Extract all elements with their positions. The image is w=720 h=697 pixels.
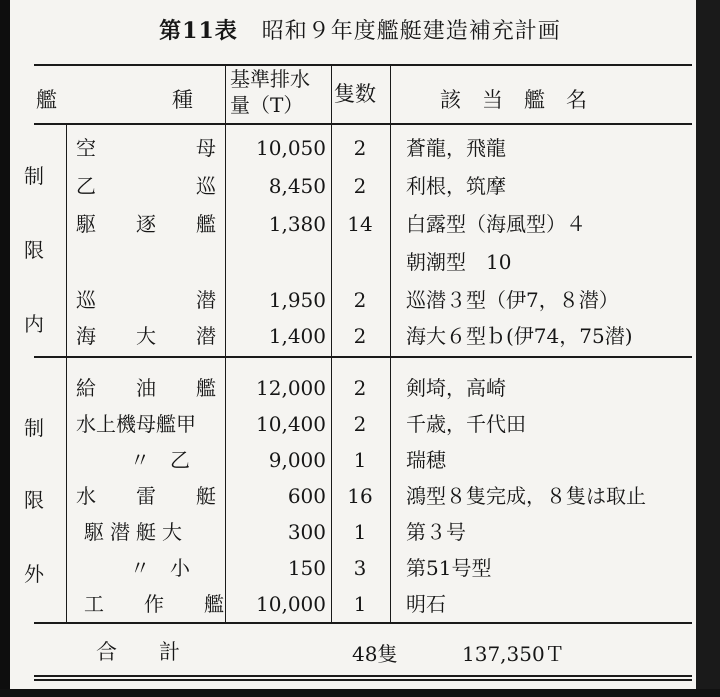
type-char: 工 — [84, 592, 104, 616]
header-ship-names: 該 当 艦 名 — [440, 88, 587, 112]
header-kan: 艦 — [36, 88, 57, 112]
disp-cell: 1,380 — [268, 212, 326, 236]
type-char: 逐 — [136, 212, 156, 236]
disp-cell: 600 — [287, 484, 326, 508]
count-cell: 1 — [353, 448, 367, 472]
disp-cell: 1,400 — [268, 324, 326, 348]
type-char: 大 — [136, 324, 156, 348]
disp-cell: 300 — [287, 520, 326, 544]
type-cell: 〃 乙 — [130, 448, 190, 472]
names-cell: 白露型（海風型）４ — [406, 212, 586, 236]
type-char: 潜 — [196, 324, 216, 348]
type-cell — [76, 484, 216, 508]
disp-cell: 10,400 — [256, 412, 326, 436]
type-char: 雷 — [136, 484, 156, 508]
group-inside-char-2: 限 — [24, 238, 44, 262]
names-cell: 蒼龍，飛龍 — [406, 136, 506, 160]
count-cell: 1 — [353, 592, 367, 616]
type-cell: 駆潜艇大 — [84, 520, 188, 544]
type-char: 潜 — [196, 288, 216, 312]
rule-group-split — [34, 356, 692, 358]
disp-cell: 10,000 — [256, 592, 326, 616]
count-cell: 2 — [353, 376, 367, 400]
type-char: 巡 — [196, 174, 216, 198]
rule-bottom-2 — [34, 679, 692, 681]
names-cell: 瑞穂 — [406, 448, 446, 472]
type-char: 艦 — [204, 592, 224, 616]
type-char: 作 — [144, 592, 164, 616]
col-divider-disp — [331, 64, 332, 622]
type-cell — [76, 324, 216, 348]
type-char: 水 — [76, 484, 96, 508]
col-divider-count — [390, 64, 391, 622]
disp-cell: 9,000 — [268, 448, 326, 472]
count-cell: 2 — [353, 174, 367, 198]
count-cell: 14 — [347, 212, 373, 236]
count-cell: 1 — [353, 520, 367, 544]
type-char: 油 — [136, 376, 156, 400]
scan-edge-right — [696, 0, 720, 697]
group-outside-char-3: 外 — [24, 562, 44, 586]
rule-bottom-1 — [34, 675, 692, 677]
count-cell: 2 — [353, 136, 367, 160]
names-cell: 第51号型 — [406, 556, 492, 580]
type-cell — [76, 212, 216, 236]
header-shu: 種 — [172, 88, 193, 112]
disp-cell: 12,000 — [256, 376, 326, 400]
header-disp-bottom: 量（T） — [230, 93, 304, 117]
names-cell: 利根，筑摩 — [406, 174, 506, 198]
type-cell — [76, 174, 216, 198]
names-cell: 巡潜３型（伊7，８潜） — [406, 288, 619, 312]
header-displacement — [230, 66, 310, 118]
table-title — [0, 14, 720, 45]
disp-cell: 1,950 — [268, 288, 326, 312]
table-title-text: 昭和９年度艦艇建造補充計画 — [261, 19, 561, 44]
scan-edge-bottom — [0, 689, 720, 697]
group-outside-char-1: 制 — [24, 416, 44, 440]
type-char: 母 — [196, 136, 216, 160]
count-cell: 3 — [353, 556, 367, 580]
header-disp-top: 基準排水 — [230, 67, 310, 91]
rule-total-top — [34, 622, 692, 624]
total-displacement: 137,350Ｔ — [462, 642, 565, 666]
names-cell: 明石 — [406, 592, 446, 616]
table-number: 第11表 — [159, 18, 238, 44]
type-char: 乙 — [76, 174, 96, 198]
disp-cell: 8,450 — [268, 174, 326, 198]
type-cell — [76, 376, 216, 400]
type-cell — [76, 136, 216, 160]
type-char: 巡 — [76, 288, 96, 312]
disp-cell: 10,050 — [256, 136, 326, 160]
group-inside-char-3: 内 — [24, 312, 44, 336]
names-cell: 鴻型８隻完成，８隻は取止 — [406, 484, 646, 508]
rule-header — [34, 123, 692, 125]
type-cell: 水上機母艦甲 — [76, 412, 196, 436]
names-cell: 第３号 — [406, 520, 466, 544]
count-cell: 16 — [347, 484, 373, 508]
scan-edge-left — [0, 0, 10, 697]
col-divider-type — [225, 64, 226, 622]
disp-cell: 150 — [287, 556, 326, 580]
rule-top — [34, 64, 692, 66]
type-char: 空 — [76, 136, 96, 160]
type-cell — [76, 288, 216, 312]
names-cell-continued: 朝潮型 10 — [406, 250, 512, 274]
type-cell: 〃 小 — [130, 556, 190, 580]
count-cell: 2 — [353, 412, 367, 436]
type-char: 給 — [76, 376, 96, 400]
group-outside-char-2: 限 — [24, 488, 44, 512]
count-cell: 2 — [353, 288, 367, 312]
names-cell: 剣埼，高崎 — [406, 376, 506, 400]
total-count: 48隻 — [352, 642, 398, 666]
type-char: 艦 — [196, 376, 216, 400]
type-char: 艇 — [196, 484, 216, 508]
names-cell: 千歳，千代田 — [406, 412, 526, 436]
names-cell: 海大６型ｂ(伊74，75潜) — [406, 324, 633, 348]
type-char: 艦 — [196, 212, 216, 236]
type-char: 駆 — [76, 212, 96, 236]
header-count: 隻数 — [334, 82, 376, 106]
type-cell — [84, 592, 224, 616]
type-char: 海 — [76, 324, 96, 348]
count-cell: 2 — [353, 324, 367, 348]
group-inside-char-1: 制 — [24, 164, 44, 188]
total-label: 合 計 — [96, 640, 180, 664]
col-divider-group — [66, 124, 67, 622]
